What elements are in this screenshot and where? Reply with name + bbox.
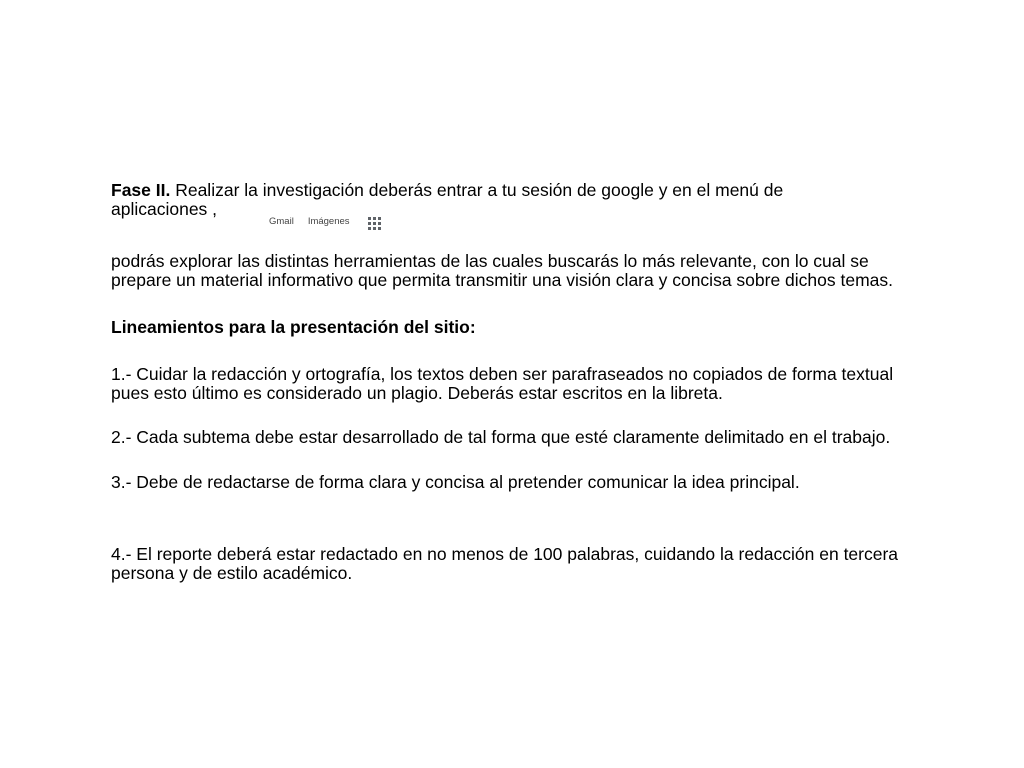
imagenes-link: Imágenes — [307, 216, 350, 227]
google-bar-image — [269, 214, 381, 230]
list-item-1: 1.- Cuidar la redacción y ortografía, los textos deben ser parafraseados no copiados de forma textual pues esto último es considerado un plagio. Deberás estar escritos en la libreta. — [111, 364, 894, 403]
intro-paragraph: podrás explorar las distintas herramientas de las cuales buscarás lo más relevante, con lo cual se prepare un material informativo que permita transmitir una visión clara y concisa sobre dichos temas. — [111, 251, 894, 290]
gmail-link: Gmail — [269, 216, 294, 227]
slide-content — [111, 181, 931, 583]
lineamientos-heading: Lineamientos para la presentación del sitio: — [111, 317, 476, 337]
list-item-3: 3.- Debe de redactarse de forma clara y concisa al pretender comunicar la idea principal. — [111, 472, 800, 492]
list-item-2: 2.- Cada subtema debe estar desarrollado de tal forma que esté claramente delimitado en el trabajo. — [111, 427, 891, 447]
fase-text-line1: Realizar la investigación deberás entrar a tu sesión de google y en el menú de — [170, 180, 784, 200]
fase-paragraph — [111, 181, 931, 200]
apps-grid-icon — [368, 217, 381, 230]
fase-label: Fase II. — [111, 180, 171, 200]
fase-text-line2: aplicaciones , — [111, 199, 218, 219]
list-item-4: 4.- El reporte deberá estar redactado en no menos de 100 palabras, cuidando la redacción en tercera persona y de estilo académico. — [111, 544, 899, 583]
fase-second-line — [111, 199, 931, 227]
